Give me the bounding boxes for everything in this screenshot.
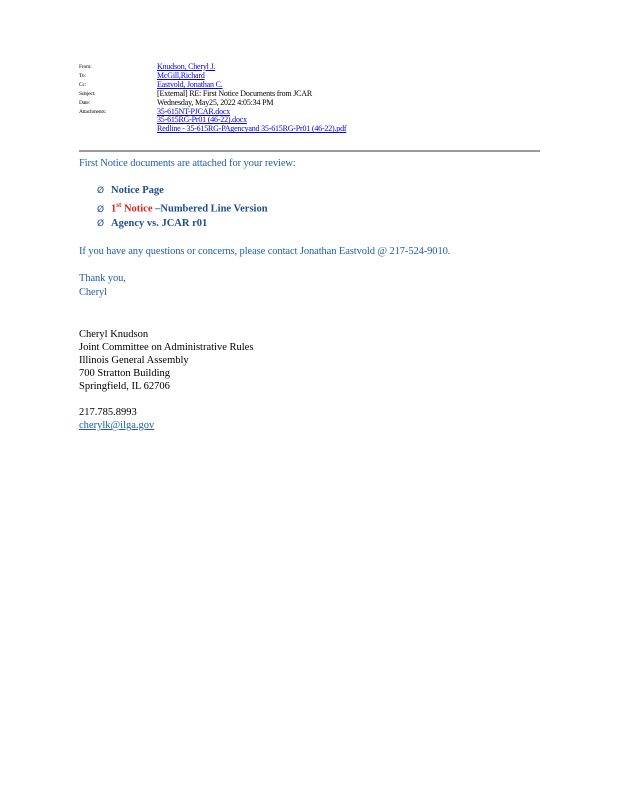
- bullet-first-notice: [97, 201, 268, 215]
- questions-text: If you have any questions or concerns, please contact Jonathan Eastvold @ 217-524-9010.: [79, 246, 451, 257]
- intro-text: First Notice documents are attached for your review:: [79, 158, 296, 169]
- to-row: [79, 72, 539, 81]
- to-label: To:: [79, 72, 86, 79]
- bullet-arrow-icon: Ø: [97, 186, 105, 196]
- bullet-text: –Numbered Line Version: [152, 203, 268, 215]
- signature-name: Cheryl Knudson: [79, 329, 149, 340]
- bullet-red-text: Notice: [121, 203, 153, 215]
- signature-email-link[interactable]: cherylk@ilga.gov: [79, 420, 155, 431]
- subject-label: Subject:: [79, 90, 96, 97]
- bullet-agency-jcar: [97, 218, 207, 229]
- date-row: [79, 99, 539, 108]
- cc-label: Cc:: [79, 81, 87, 88]
- bullet-superscript: st: [116, 201, 122, 209]
- bullet-text: Agency vs. JCAR r01: [111, 218, 208, 229]
- from-label: From:: [79, 64, 92, 70]
- attachment-link[interactable]: Redline - 35-615RG-PAgencyand 35-615RG-Pr01 (46-22).pdf: [157, 124, 347, 134]
- signature-city: Springfield, IL 62706: [79, 381, 170, 392]
- attachments-row: [79, 108, 539, 135]
- from-row: [79, 63, 539, 72]
- bullet-arrow-icon: Ø: [97, 204, 105, 215]
- signature-org: Joint Committee on Administrative Rules: [79, 342, 254, 353]
- subject-value: [External] RE: First Notice Documents from JCAR: [157, 88, 313, 98]
- to-link[interactable]: McGill,Richard: [157, 70, 205, 80]
- signature-street: 700 Stratton Building: [79, 368, 171, 379]
- sender-first-name: Cheryl: [79, 287, 107, 298]
- date-label: Date:: [79, 99, 90, 106]
- attachment-link[interactable]: 35-615RG-Pr01 (46-22).docx: [157, 115, 247, 125]
- subject-row: [79, 90, 539, 99]
- bullet-text: Notice Page: [111, 185, 164, 196]
- date-value: Wednesday, May25, 2022 4:05:34 PM: [157, 97, 274, 107]
- signature-block: [79, 328, 253, 432]
- bullet-arrow-icon: Ø: [97, 219, 105, 229]
- signature-body: Illinois General Assembly: [79, 355, 189, 366]
- cc-link[interactable]: Eastvold, Jonathan C.: [157, 79, 223, 89]
- thanks-text: Thank you,: [79, 273, 126, 284]
- attachment-link[interactable]: 35-615NT-PJCAR.docx: [157, 106, 231, 116]
- signature-phone: 217.785.8993: [79, 407, 137, 418]
- bullet-notice-page: [97, 185, 164, 196]
- from-link[interactable]: Knudson, Cheryl J.: [157, 62, 216, 71]
- attachments-label: Attachments:: [79, 108, 106, 115]
- bullet-number: 1: [111, 203, 117, 215]
- header-divider: [79, 150, 540, 152]
- email-header: [79, 63, 539, 134]
